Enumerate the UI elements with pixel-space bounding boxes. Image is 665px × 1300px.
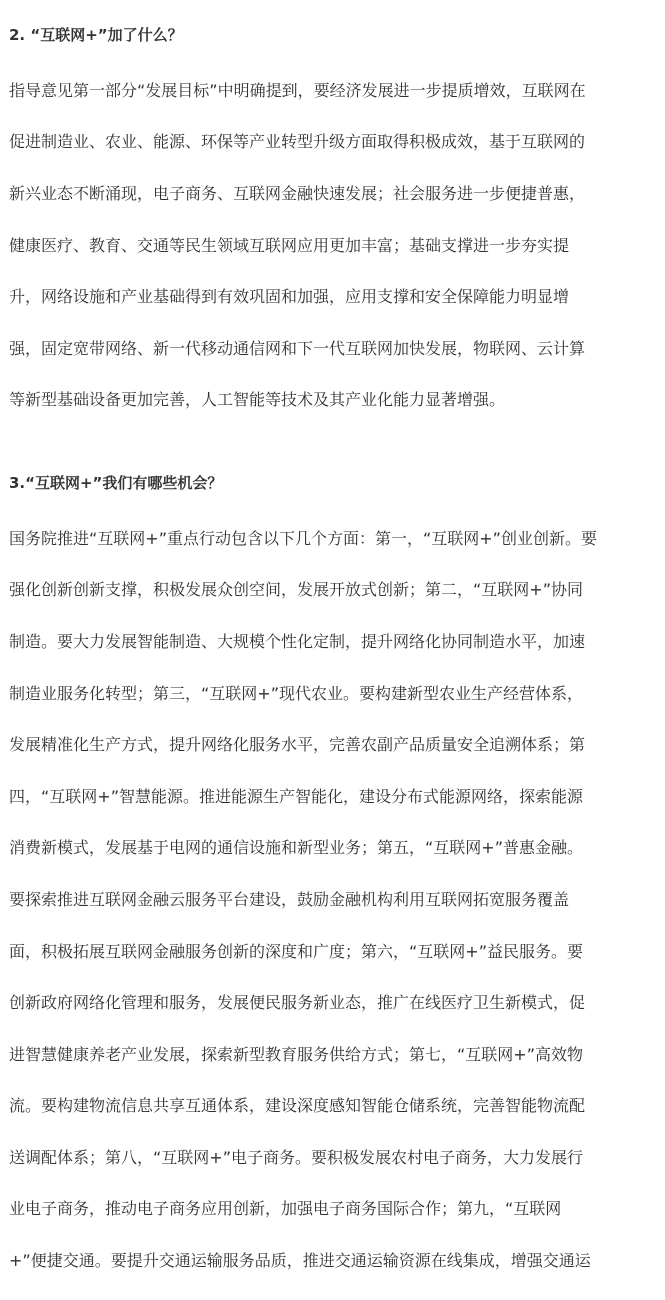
section-paragraph [9, 52, 659, 439]
paragraph-line: 要探索推进互联网金融云服务平台建设，鼓励金融机构利用互联网拓宽服务覆盖 [9, 889, 570, 909]
paragraph-line: +”便捷交通。要提升交通运输服务品质，推进交通运输资源在线集成，增强交通运 [9, 1251, 591, 1271]
paragraph-line: 流。要构建物流信息共享互通体系，建设深度感知智能仓储系统，完善智能物流配 [9, 1096, 586, 1116]
section-paragraph [9, 500, 659, 1300]
section-heading: 3.“互联网+”我们有哪些机会？ [9, 473, 223, 492]
section-what-added [9, 24, 659, 439]
paragraph-line: 送调配体系；第八，“互联网+”电子商务。要积极发展农村电子商务，大力发展行 [9, 1147, 583, 1167]
paragraph-line: 国务院推进“互联网+”重点行动包含以下几个方面：第一，“互联网+”创业创新。要 [9, 528, 597, 548]
paragraph-line: 强化创新创新支撑，积极发展众创空间，发展开放式创新；第二，“互联网+”协同 [9, 580, 583, 600]
paragraph-line: 等新型基础设备更加完善，人工智能等技术及其产业化能力显著增强。 [9, 390, 506, 410]
paragraph-line: 创新政府网络化管理和服务，发展便民服务新业态，推广在线医疗卫生新模式，促 [9, 993, 586, 1013]
paragraph-line: 促进制造业、农业、能源、环保等产业转型升级方面取得积极成效，基于互联网的 [9, 132, 586, 152]
paragraph-line: 面，积极拓展互联网金融服务创新的深度和广度；第六，“互联网+”益民服务。要 [9, 941, 583, 961]
paragraph-line: 健康医疗、教育、交通等民生领域互联网应用更加丰富；基础支撑进一步夯实提 [9, 235, 570, 255]
paragraph-line: 发展精准化生产方式，提升网络化服务水平，完善农副产品质量安全追溯体系；第 [9, 735, 586, 755]
section-heading: 2. “互联网+”加了什么？ [9, 26, 183, 44]
paragraph-line: 制造。要大力发展智能制造、大规模个性化定制，提升网络化协同制造水平，加速 [9, 631, 586, 651]
section-opportunities [9, 472, 659, 1300]
paragraph-line: 指导意见第一部分“发展目标”中明确提到，要经济发展进一步提质增效，互联网在 [9, 80, 586, 100]
section-gap [9, 439, 659, 472]
paragraph-line: 强，固定宽带网络、新一代移动通信网和下一代互联网加快发展，物联网、云计算 [9, 338, 586, 358]
paragraph-line: 四，“互联网+”智慧能源。推进能源生产智能化，建设分布式能源网络，探索能源 [9, 786, 583, 806]
paragraph-line: 业电子商务，推动电子商务应用创新，加强电子商务国际合作；第九，“互联网 [9, 1199, 562, 1219]
paragraph-line: 进智慧健康养老产业发展，探索新型教育服务供给方式；第七，“互联网+”高效物 [9, 1044, 583, 1064]
paragraph-line: 制造业服务化转型；第三，“互联网+”现代农业。要构建新型农业生产经营体系， [9, 683, 583, 703]
paragraph-line: 新兴业态不断涌现，电子商务、互联网金融快速发展；社会服务进一步便捷普惠， [9, 183, 586, 203]
paragraph-line: 消费新模式，发展基于电网的通信设施和新型业务；第五，“互联网+”普惠金融。 [9, 838, 583, 858]
paragraph-line: 升，网络设施和产业基础得到有效巩固和加强，应用支撑和安全保障能力明显增 [9, 287, 570, 307]
